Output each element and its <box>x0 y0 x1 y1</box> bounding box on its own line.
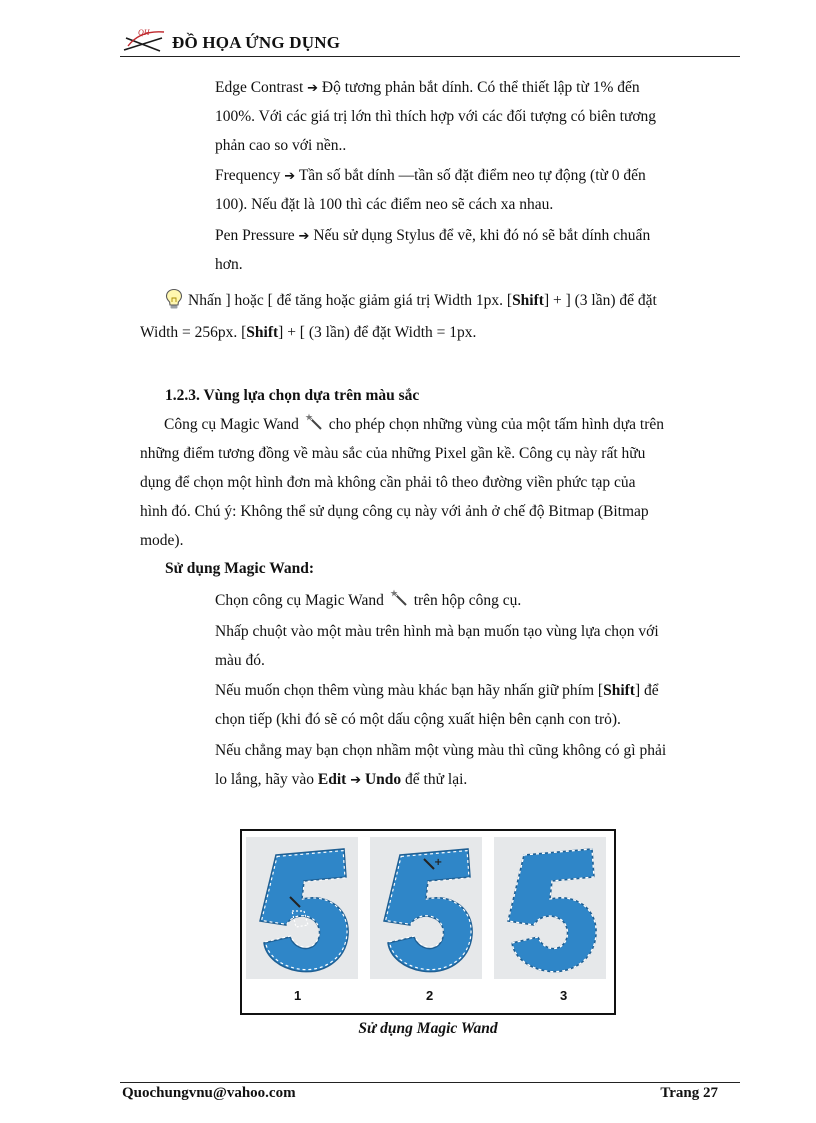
usage-step2-line2: màu đó. <box>215 652 265 669</box>
digit-five-image <box>246 837 358 979</box>
author-email: Quochungvnu@vahoo.com <box>122 1085 296 1101</box>
option-edge-contrast-line1: Edge Contrast ➔ Độ tương phản bắt dính. Có thể thiết lập từ 1% đến <box>215 79 640 96</box>
document-title: ĐỒ HỌA ỨNG DỤNG <box>172 33 341 52</box>
usage-step4-line2: lo lắng, hãy vào Edit ➔ Undo để thử lại. <box>215 771 468 788</box>
figure-label-3: 3 <box>560 988 568 1003</box>
option-pen-pressure-line1: Pen Pressure ➔ Nếu sử dụng Stylus để vẽ, khi đó nó sẽ bắt dính chuẩn <box>215 227 651 244</box>
section-para-line1: Công cụ Magic Wand cho phép chọn những vùng của một tấm hình dựa trên <box>140 410 740 440</box>
arrow-icon: ➔ <box>307 81 319 96</box>
arrow-icon: ➔ <box>350 773 362 788</box>
option-frequency-line2: 100). Nếu đặt là 100 thì các điểm neo sẽ cách xa nhau. <box>215 196 554 213</box>
figure-label-1: 1 <box>294 988 302 1003</box>
page-footer <box>120 1082 740 1101</box>
section-para-line4: hình đó. Chú ý: Không thể sử dụng công cụ này với ảnh ở chế độ Bitmap (Bitmap <box>140 503 649 520</box>
figure-label-2: 2 <box>426 988 434 1003</box>
option-name: Frequency <box>215 167 281 184</box>
option-pen-pressure-line2: hơn. <box>215 256 243 273</box>
magic-wand-icon <box>390 589 408 607</box>
arrow-icon: ➔ <box>298 229 310 244</box>
header-rule <box>120 56 740 57</box>
usage-step1: Chọn công cụ Magic Wand trên hộp công cụ. <box>215 586 739 616</box>
digit-five-image <box>494 837 606 979</box>
tip-line2: Width = 256px. [Shift] + [ (3 lần) để đặt Width = 1px. <box>140 324 477 341</box>
tip-line1: Nhấn ] hoặc [ để tăng hoặc giảm giá trị Width 1px. [Shift] + ] (3 lần) để đặt <box>140 286 740 316</box>
figure-caption: Sử dụng Magic Wand <box>358 1020 498 1037</box>
svg-text:QH: QH <box>138 28 150 37</box>
option-name: Edge Contrast <box>215 79 304 96</box>
footer-rule <box>120 1082 740 1083</box>
usage-step4-line1: Nếu chẳng may bạn chọn nhầm một vùng màu thì cũng không có gì phải <box>215 742 667 759</box>
usage-step2-line1: Nhấp chuột vào một màu trên hình mà bạn muốn tạo vùng lựa chọn với <box>215 623 659 640</box>
option-frequency-line1: Frequency ➔ Tần số bắt dính —tần số đặt điểm neo tự động (từ 0 đến <box>215 167 646 184</box>
page-header <box>120 24 740 58</box>
figure-panel-2 <box>370 837 482 979</box>
section-heading: 1.2.3. Vùng lựa chọn dựa trên màu sắc <box>165 387 420 404</box>
usage-step3-line1: Nếu muốn chọn thêm vùng màu khác bạn hãy nhấn giữ phím [Shift] để <box>215 682 659 699</box>
digit-five-image <box>370 837 482 979</box>
section-para-line2: những điểm tương đồng về màu sắc của những Pixel gần kề. Công cụ này rất hữu <box>140 445 646 462</box>
figure-panel-3 <box>494 837 606 979</box>
page-number: Trang 27 <box>660 1085 718 1101</box>
section-para-line3: dụng để chọn một hình đơn mà không cần phải tô theo đường viền phức tạp của <box>140 474 636 491</box>
arrow-icon: ➔ <box>284 169 296 184</box>
usage-step3-line2: chọn tiếp (khi đó sẽ có một dấu cộng xuất hiện bên cạnh con trỏ). <box>215 711 621 728</box>
lightbulb-icon <box>164 288 184 310</box>
option-name: Pen Pressure <box>215 227 295 244</box>
section-para-line5: mode). <box>140 532 184 549</box>
logo-icon <box>120 24 170 54</box>
figure-panel-1 <box>246 837 358 979</box>
magic-wand-figure <box>240 829 616 1015</box>
svg-text:+: + <box>434 857 443 868</box>
magic-wand-icon <box>305 413 323 431</box>
option-edge-contrast-line3: phản cao so với nền.. <box>215 137 347 154</box>
usage-heading: Sử dụng Magic Wand: <box>165 560 314 577</box>
option-edge-contrast-line2: 100%. Với các giá trị lớn thì thích hợp với các đối tượng có biên tương <box>215 108 657 125</box>
